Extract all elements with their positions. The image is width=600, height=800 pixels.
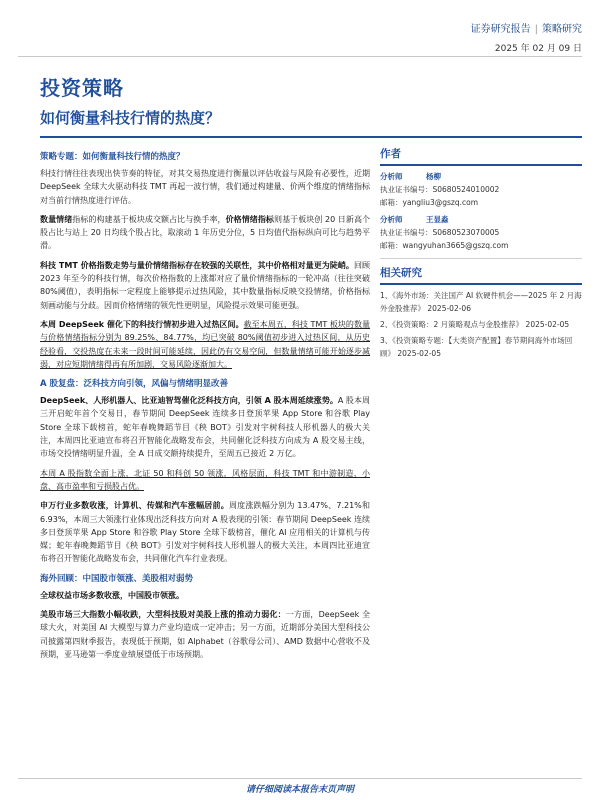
section-heading-overseas: 海外回顾：中国股市领涨、美股相对弱势 bbox=[40, 573, 194, 584]
analyst-2-name: 王显淼 bbox=[426, 215, 449, 224]
lead-global: 全球权益市场多数收涨，中国股市领涨。 bbox=[40, 590, 184, 600]
analyst-1-role: 分析师 bbox=[380, 172, 403, 181]
header-separator: | bbox=[534, 24, 538, 35]
paragraph-overheat bbox=[40, 318, 370, 371]
lead-industries: 申万行业多数收涨，计算机、传媒和汽车涨幅居前。 bbox=[40, 501, 229, 511]
report-date: 2025 年 02 月 09 日 bbox=[494, 44, 582, 54]
analyst-2-mail-line bbox=[380, 239, 582, 252]
page-header bbox=[471, 20, 582, 54]
analyst-2-role: 分析师 bbox=[380, 215, 403, 224]
related-item[interactable]: 1、《海外市场：关注国产 AI 软硬件机会——2025 年 2 月海外金股推荐》 2025-02-06 bbox=[380, 291, 582, 313]
body-price: 则基于板块创 20 日新高个股占比与站上 20 日均线个股占比，取滚动 1 年历史分位，5 日均值代指标纵向可比与趋势平滑。 bbox=[40, 214, 371, 251]
analyst-1-mail-line bbox=[380, 196, 582, 209]
sidebar-divider bbox=[380, 258, 582, 259]
lead-catalyst: DeepSeek、人形机器人、比亚迪智驾催化泛科技方向，引领 A 股本周延续涨势。 bbox=[40, 396, 338, 406]
body-industries: 周度涨跌幅分别为 13.47%、7.21%和 6.93%，本周三大领涨行业体现出泛科技方向对 A 股表现的引领：春节期间 DeepSeek 连续多日登顶苹果 App Store 和谷歌 Play Store 全球下载榜首，催化 AI 应用相关的计算机与传媒；蛇年春晚舞蹈节目《秧 BOT》引发对宇树科技人形机器人的极大关注，本周四比亚迪宣布将召开智能化战略发布会，共同催化汽车行业表现。 bbox=[40, 501, 370, 564]
analyst-1-name-line bbox=[380, 170, 582, 183]
analyst-2-email[interactable]: wangyuhan3665@gszq.com bbox=[402, 241, 509, 250]
analyst-2-cert-label: 执业证书编号： bbox=[380, 228, 433, 237]
footer-disclaimer: 请仔细阅读本报告末页声明 bbox=[245, 785, 354, 795]
footer-divider bbox=[18, 778, 582, 779]
body-volume: 指标的构建基于板块成交额占比与换手率， bbox=[72, 214, 226, 224]
header-divider bbox=[18, 56, 582, 57]
page-title: 如何衡量科技行情的热度？ bbox=[40, 109, 221, 127]
analyst-2-cert: S0680523070005 bbox=[432, 228, 500, 237]
paragraph-catalyst bbox=[40, 394, 370, 460]
lead-price: 价格情绪指标 bbox=[225, 214, 274, 224]
body-catalyst: A 股本周三开启蛇年首个交易日，春节期间 DeepSeek 连续多日登顶苹果 App Store 和谷歌 Play Store 全球下载榜首，蛇年春晚舞蹈节目《秧 BOT》引发对宇树科技人形机器人的极大关注，本周四比亚迪宣布将召开智能化战略发布会，共同催化泛科技方向成为 A 股交易主线，市场交投情绪明显升温，全 A 日成交额持续提升，至周五已接近 2 万亿。 bbox=[40, 396, 370, 459]
paragraph-correlation bbox=[40, 259, 370, 312]
paragraph-us-market bbox=[40, 608, 370, 661]
related-research-heading: 相关研究 bbox=[380, 265, 582, 285]
analyst-1-name: 杨柳 bbox=[426, 172, 441, 181]
paragraph-indicators bbox=[40, 213, 370, 253]
analyst-2-name-line bbox=[380, 213, 582, 226]
lead-volume: 数量情绪 bbox=[40, 214, 73, 224]
analyst-1-cert: S0680524010002 bbox=[432, 185, 500, 194]
header-links bbox=[471, 20, 582, 35]
paragraph-industries bbox=[40, 499, 370, 565]
doc-type: 投资策略 bbox=[40, 76, 124, 100]
analyst-2-cert-line bbox=[380, 226, 582, 239]
title-divider bbox=[40, 136, 582, 138]
related-item[interactable]: 2、《投资策略：2 月策略观点与金股推荐》 2025-02-05 bbox=[380, 320, 570, 329]
header-link-report[interactable]: 证券研究报告 bbox=[470, 24, 531, 35]
lead-correlation: 科技 TMT 价格指数走势与量价情绪指标存在较强的关联性，其中价格相对量更为陡峭。 bbox=[40, 260, 354, 270]
sidebar bbox=[380, 146, 582, 363]
analyst-1-cert-label: 执业证书编号： bbox=[380, 185, 433, 194]
lead-us-market: 美股市场三大指数小幅收跌，大型科技股对美股上涨的推动力弱化： bbox=[40, 610, 286, 620]
section-heading-strategy: 策略专题：如何衡量科技行情的热度？ bbox=[40, 152, 185, 162]
analyst-1-email[interactable]: yangliu3@gszq.com bbox=[402, 198, 479, 207]
analyst-2-mail-label: 邮箱： bbox=[380, 241, 403, 250]
author-heading: 作者 bbox=[380, 146, 582, 166]
analyst-1-mail-label: 邮箱： bbox=[380, 198, 403, 207]
related-item[interactable]: 3、《投资策略专题：【大类资产配置】春节期间海外市场回顾》 2025-02-05 bbox=[380, 336, 573, 358]
paragraph-global bbox=[40, 589, 370, 602]
main-body bbox=[40, 146, 370, 667]
paragraph-indices: 本周 A 股指数全面上涨，北证 50 和科创 50 领涨，风格层面，科技 TMT 和中游制造，小盘、高市盈率和亏损股占优。 bbox=[40, 468, 370, 491]
paragraph-intro: 科技行情往往表现出快节奏的特征，对其交易热度进行衡量以评估收益与风险有必要性，近期 DeepSeek 全球大火驱动科技 TMT 再起一波行情，我们通过构建量、价两个维度的情绪指标对当前行情热度进行评估。 bbox=[40, 169, 370, 205]
lead-overheat: 本周 DeepSeek 催化下的科技行情初步进入过热区间。 bbox=[40, 319, 244, 329]
body-correlation: 回顾 2023 年至今的科技行情，每次价格指数的上涨都对应了量价情绪指标的一轮冲高（往往突破 80%阈值），表明指标一定程度上能够提示过热风险，其中数量指标反映交投情绪，价格指标刻画动能与分歧。因而价格情绪的领先性更明显，风险提示效果可能更强。 bbox=[40, 260, 370, 310]
header-link-strategy[interactable]: 策略研究 bbox=[542, 24, 582, 35]
body-us-market: 一方面，DeepSeek 全球大火，对美国 AI 大模型与算力产业均造成一定冲击；另一方面，近期部分美国大型科技公司披露第四财季报告，表现低于预期，如 Alphabet（谷歌母公司）、AMD 数据中心营收不及预期，亚马逊第一季度业绩展望低于市场预期。 bbox=[40, 610, 370, 659]
analyst-1-cert-line bbox=[380, 183, 582, 196]
body-overheat: 截至本周五，科技 TMT 板块的数量与价格情绪指标分别为 89.25%、84.77%，均已突破 80%阈值初步进入过热区间，从历史经验看，交投热度在未来一段时间可能延续，因此仍有交易空间，但数量情绪可能开始逐步减弱，对应短期情绪得再有所加剧，交易风险逐渐加大。 bbox=[40, 319, 370, 369]
section-heading-a-share: A 股复盘：泛科技方向引领，风偏与情绪明显改善 bbox=[40, 379, 229, 390]
